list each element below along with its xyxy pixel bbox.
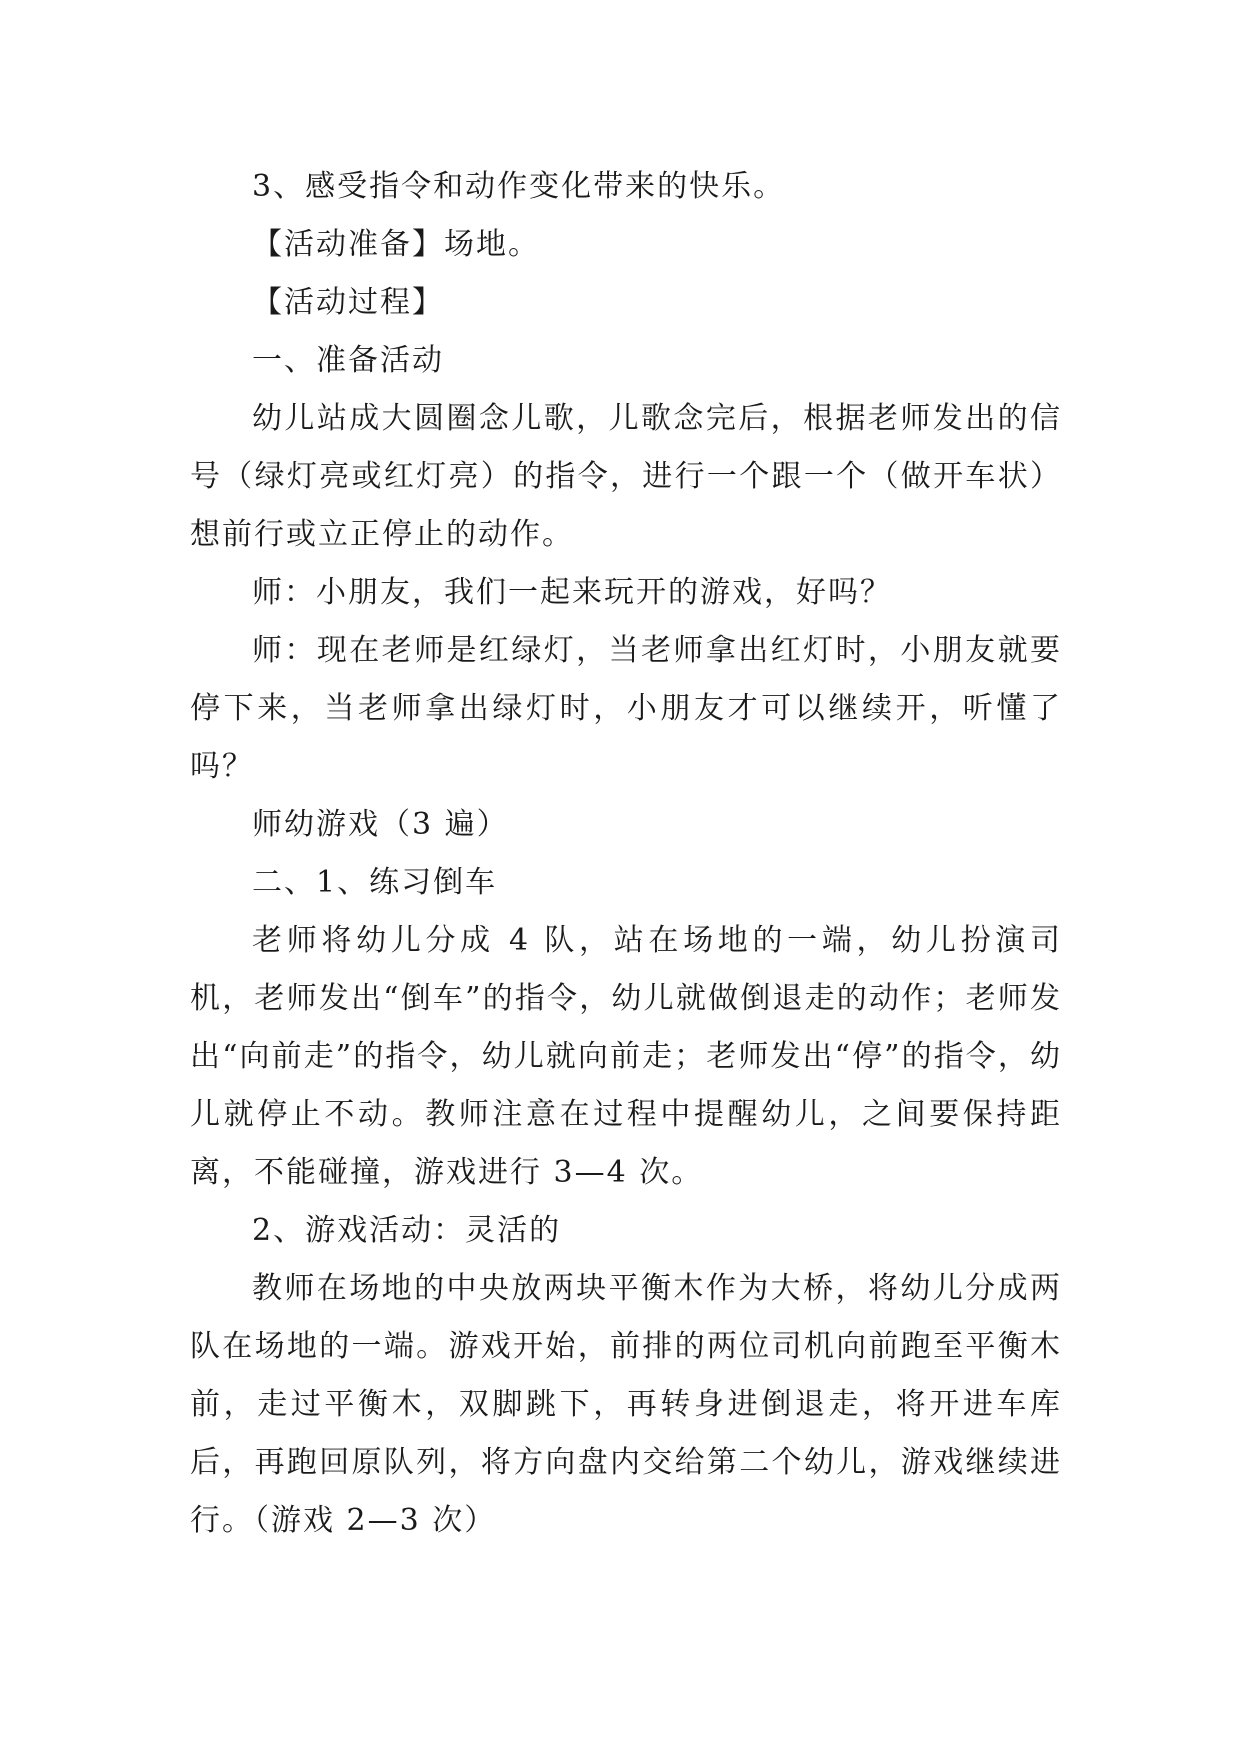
objective-3: 3、感受指令和动作变化带来的快乐。 [252,169,786,204]
section-1-heading: 一、准备活动 [252,343,444,378]
game-activity-heading: 2、游戏活动：灵活的 [252,1213,562,1248]
warmup-paragraph: 幼儿站成大圆圈念儿歌，儿歌念完后，根据老师发出的信号（绿灯亮或红灯亮）的指令，进行一个跟一个（做开车状）想前行或立正停止的动作。 [190,401,1062,552]
balance-beam-paragraph: 教师在场地的中央放两块平衡木作为大桥，将幼儿分成两队在场地的一端。游戏开始，前排的两位司机向前跑至平衡木前，走过平衡木，双脚跳下，再转身进倒退走，将开进车库后，再跑回原队列，将方向盘内交给第二个幼儿，游戏继续进行。（游戏 2—3 次） [190,1271,1062,1538]
document-body [190,158,1062,1550]
game-repeat-line: 师幼游戏（3 遍） [252,807,509,842]
activity-process-heading: 【活动过程】 [252,285,444,320]
section-2-heading: 二、1、练习倒车 [252,865,498,900]
teacher-line-1: 师：小朋友，我们一起来玩开的游戏，好吗？ [252,575,892,610]
activity-preparation: 【活动准备】场地。 [252,227,540,262]
teacher-line-2: 师：现在老师是红绿灯，当老师拿出红灯时，小朋友就要停下来，当老师拿出绿灯时，小朋友才可以继续开，听懂了吗？ [190,633,1062,784]
reverse-practice-paragraph: 老师将幼儿分成 4 队，站在场地的一端，幼儿扮演司机，老师发出“倒车”的指令，幼儿就做倒退走的动作；老师发出“向前走”的指令，幼儿就向前走；老师发出“停”的指令，幼儿就停止不动。教师注意在过程中提醒幼儿，之间要保持距离，不能碰撞，游戏进行 3—4 次。 [190,923,1062,1190]
